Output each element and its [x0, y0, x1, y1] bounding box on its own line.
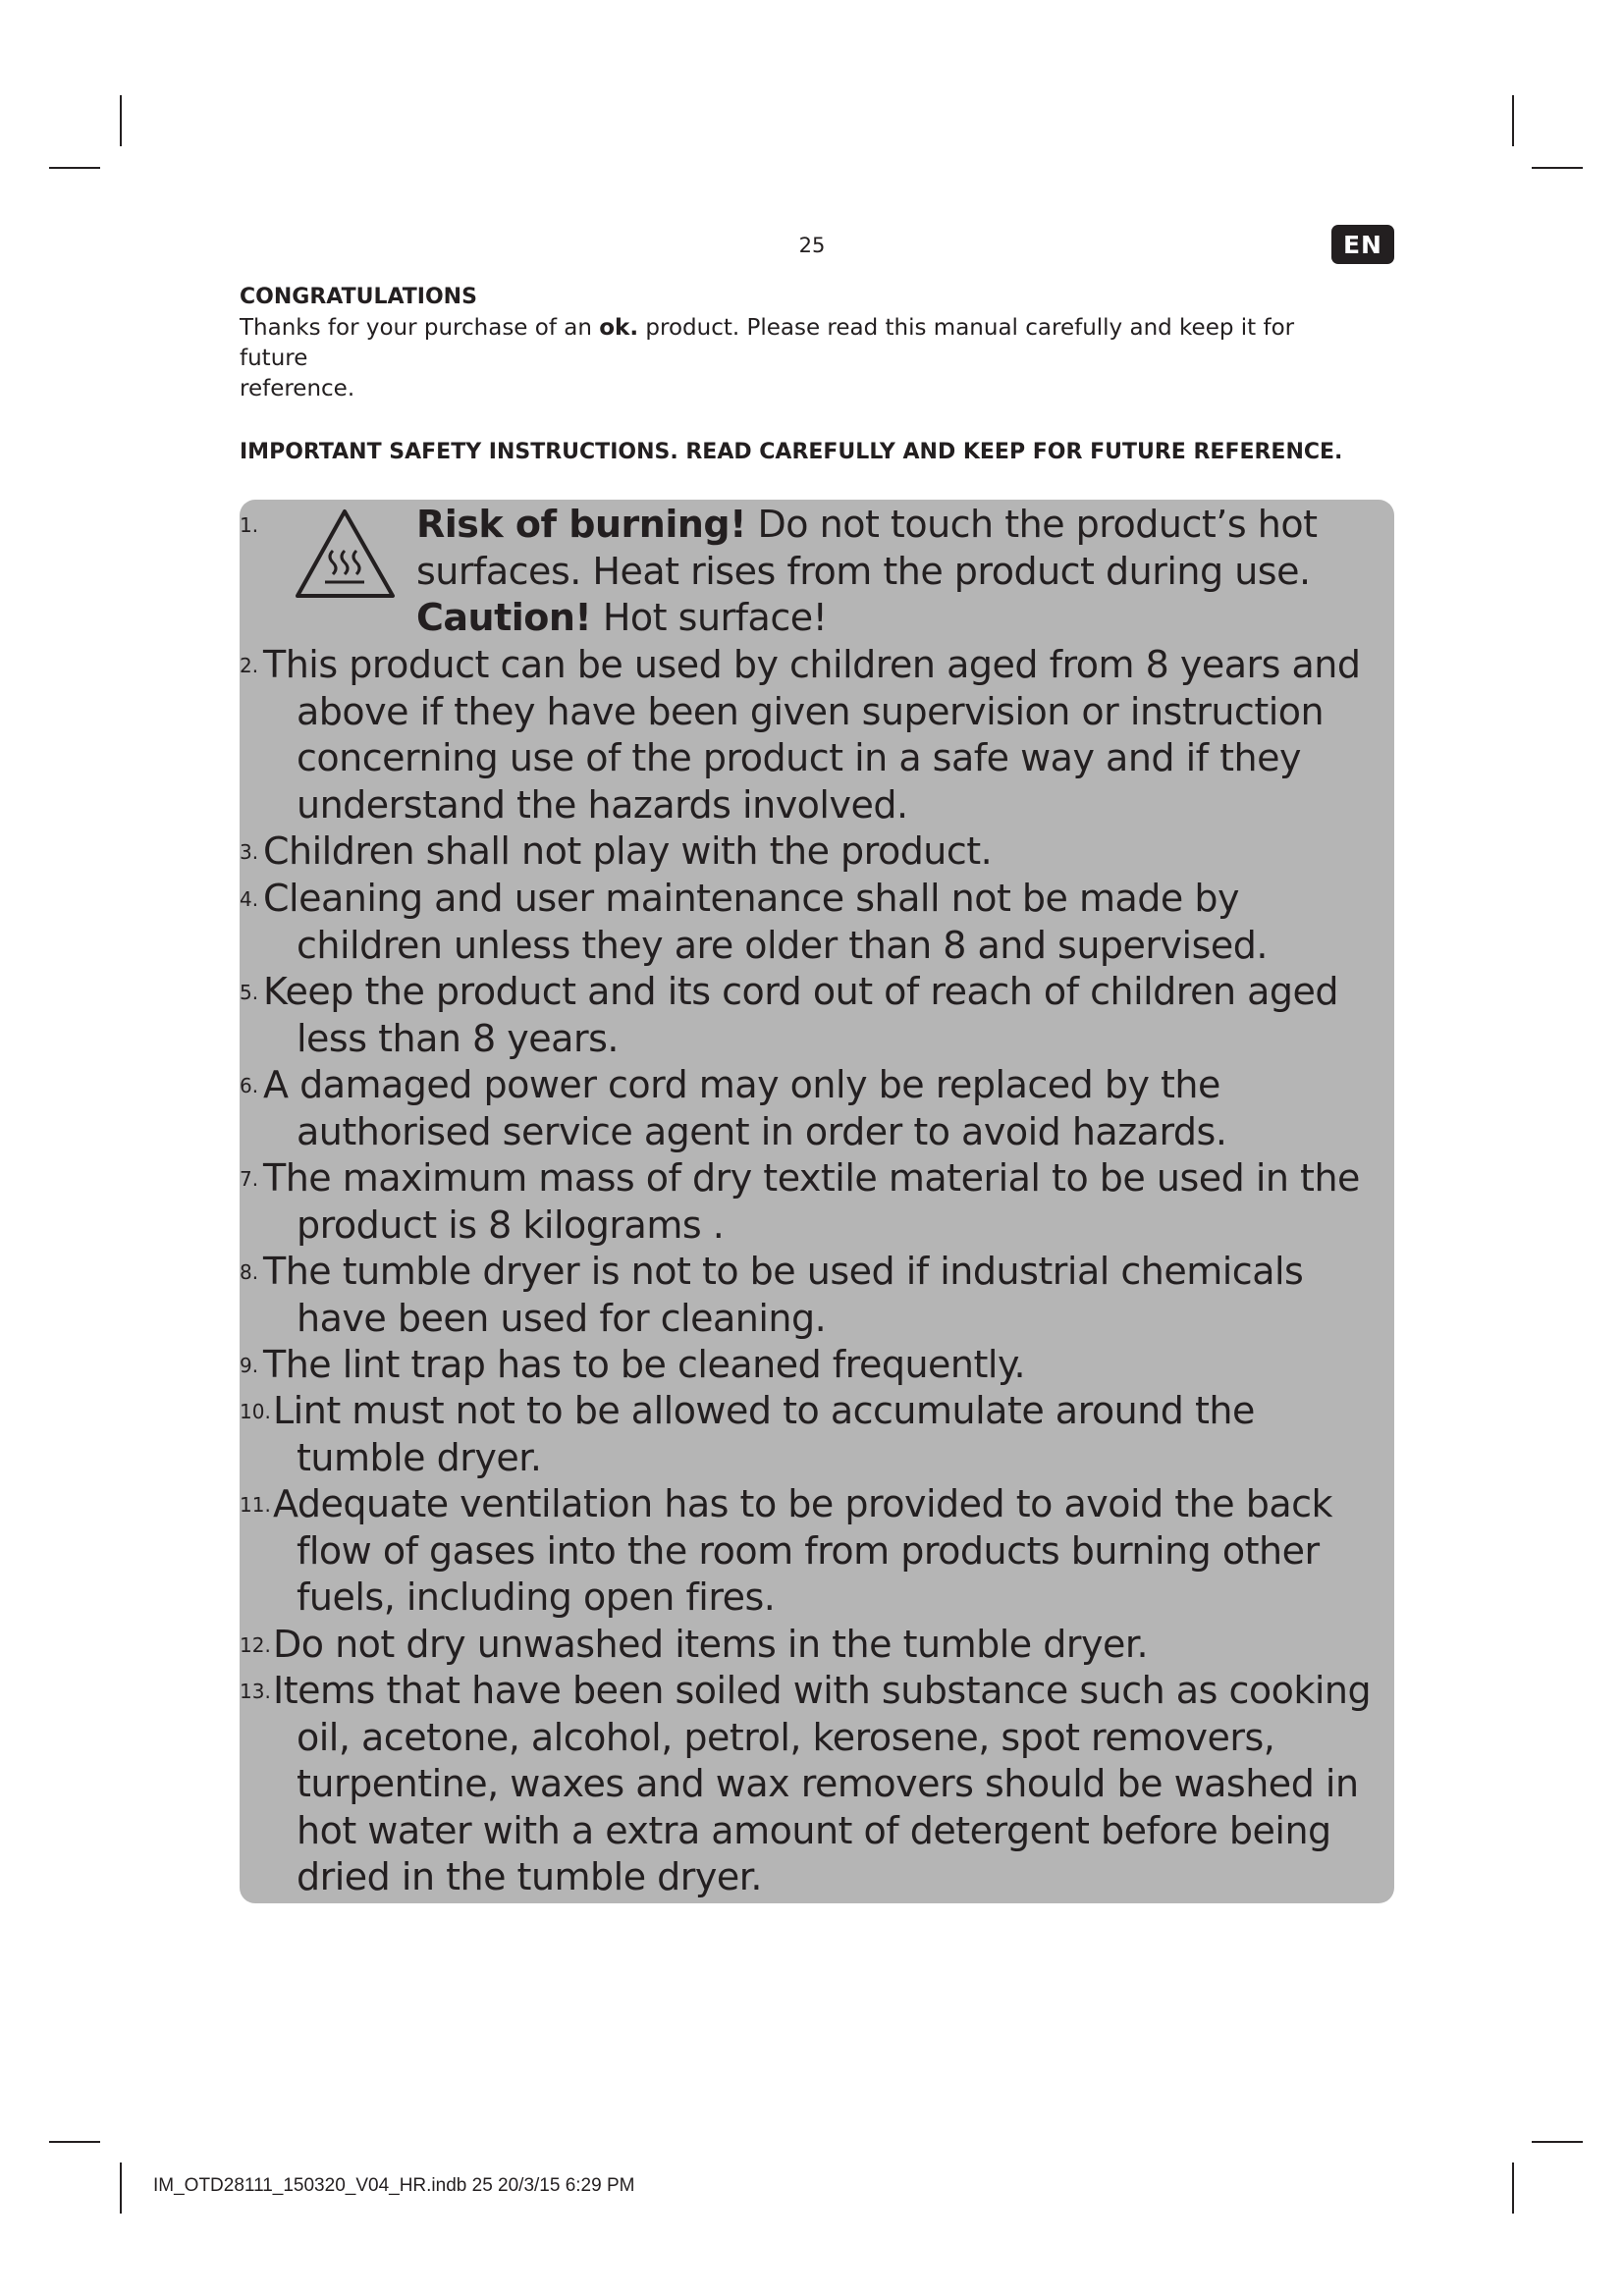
item-text: [273, 1481, 1378, 1622]
item-line: authorised service agent in order to avoid hazards.: [297, 1109, 1227, 1153]
risk-label: Risk of burning!: [416, 503, 746, 546]
caution-label: Caution!: [416, 596, 592, 639]
item-text: [263, 642, 1378, 828]
page-number: 25: [798, 234, 826, 257]
item-line: surfaces. Heat rises from the product during use.: [416, 549, 1311, 593]
safety-item-12: [240, 1622, 1394, 1669]
safety-item-6: [240, 1062, 1394, 1155]
item-number: 12.: [240, 1633, 271, 1657]
item-line: concerning use of the product in a safe way and if they: [297, 736, 1301, 779]
item-line: Children shall not play with the product.: [263, 829, 993, 873]
item-line: hot water with a extra amount of detergent before being: [297, 1808, 1331, 1852]
intro-title: CONGRATULATIONS: [240, 285, 477, 309]
intro-text-before: Thanks for your purchase of an: [240, 315, 600, 341]
crop-mark-bottom-left-vertical: [120, 2163, 122, 2214]
safety-item-10: [240, 1388, 1394, 1481]
safety-item-1: [240, 502, 1394, 642]
item-line: This product can be used by children aged from 8 years and: [263, 643, 1361, 686]
item-line: have been used for cleaning.: [297, 1296, 827, 1340]
safety-instructions-box: [240, 500, 1394, 1903]
item-line: oil, acetone, alcohol, petrol, kerosene, spot removers,: [297, 1715, 1275, 1759]
item-line: The maximum mass of dry textile material to be used in the: [263, 1156, 1360, 1200]
item-line: understand the hazards involved.: [297, 782, 908, 827]
item-line: product is 8 kilograms .: [297, 1202, 725, 1247]
item-line: Adequate ventilation has to be provided to avoid the back: [273, 1482, 1333, 1525]
item-line: children unless they are older than 8 and supervised.: [297, 923, 1268, 967]
intro-text-line2: reference.: [240, 376, 355, 401]
item-line: Lint must not to be allowed to accumulate around the: [273, 1389, 1255, 1432]
safety-item-3: [240, 828, 1394, 876]
item-number: 11.: [240, 1493, 271, 1517]
item-text: [263, 1062, 1378, 1155]
item-text: [416, 502, 1359, 642]
item-text: [273, 1388, 1378, 1481]
item-line: The lint trap has to be cleaned frequently.: [263, 1343, 1026, 1386]
risk-text: Do not touch the product’s hot: [745, 503, 1318, 546]
item-number: 6.: [240, 1074, 259, 1097]
item-text: [273, 1668, 1378, 1901]
item-text: [273, 1622, 1378, 1669]
crop-mark-bottom-left-horizontal: [49, 2141, 100, 2143]
crop-mark-top-left-horizontal: [49, 167, 100, 169]
item-line: tumble dryer.: [297, 1435, 542, 1479]
item-text: [263, 828, 1378, 876]
item-text: [263, 1155, 1378, 1249]
item-line: less than 8 years.: [297, 1016, 619, 1060]
safety-item-5: [240, 969, 1394, 1062]
item-line: The tumble dryer is not to be used if industrial chemicals: [263, 1250, 1304, 1293]
crop-mark-top-right-horizontal: [1532, 167, 1583, 169]
item-line: A damaged power cord may only be replaced by the: [263, 1063, 1220, 1106]
safety-item-9: [240, 1342, 1394, 1389]
item-number: 7.: [240, 1167, 259, 1191]
crop-mark-top-right-vertical: [1512, 95, 1514, 146]
item-number: 3.: [240, 840, 259, 864]
crop-mark-bottom-right-horizontal: [1532, 2141, 1583, 2143]
item-line: Cleaning and user maintenance shall not be made by: [263, 877, 1239, 920]
item-text: [263, 969, 1378, 1062]
safety-heading: IMPORTANT SAFETY INSTRUCTIONS. READ CAREFULLY AND KEEP FOR FUTURE REFERENCE.: [240, 440, 1343, 464]
hot-surface-warning-icon: [294, 507, 397, 601]
item-line: above if they have been given supervision or instruction: [297, 689, 1325, 733]
item-line: Do not dry unwashed items in the tumble dryer.: [273, 1623, 1149, 1666]
item-line: turpentine, waxes and wax removers should be washed in: [297, 1762, 1359, 1805]
item-number: 9.: [240, 1354, 259, 1377]
intro-text-after: product. Please read this manual carefully and keep it for future: [240, 315, 1295, 371]
intro-text: [240, 313, 1369, 404]
item-line: dried in the tumble dryer.: [297, 1855, 763, 1898]
language-badge: EN: [1331, 225, 1394, 264]
crop-mark-bottom-right-vertical: [1512, 2163, 1514, 2214]
item-number: 2.: [240, 654, 259, 677]
safety-item-2: [240, 642, 1394, 828]
item-text: [263, 1342, 1378, 1389]
safety-item-8: [240, 1249, 1394, 1342]
crop-mark-top-left-vertical: [120, 95, 122, 146]
item-text: [263, 876, 1378, 969]
item-number: 1.: [240, 513, 259, 537]
item-number: 13.: [240, 1680, 271, 1703]
safety-item-4: [240, 876, 1394, 969]
item-number: 4.: [240, 887, 259, 911]
item-line: Keep the product and its cord out of reach of children aged: [263, 970, 1339, 1013]
item-number: 10.: [240, 1400, 271, 1423]
intro-section: [240, 284, 1369, 404]
print-info-footer: IM_OTD28111_150320_V04_HR.indb 25 20/3/15 6:29 PM: [153, 2175, 635, 2196]
item-number: 8.: [240, 1260, 259, 1284]
item-line: flow of gases into the room from products burning other: [297, 1528, 1320, 1573]
safety-item-7: [240, 1155, 1394, 1249]
item-line: Items that have been soiled with substance such as cooking: [273, 1669, 1372, 1712]
item-number: 5.: [240, 981, 259, 1004]
safety-item-11: [240, 1481, 1394, 1622]
item-text: [263, 1249, 1378, 1342]
caution-text: Hot surface!: [591, 596, 828, 639]
item-line: fuels, including open fires.: [297, 1575, 776, 1619]
brand-name: ok.: [599, 315, 639, 341]
safety-item-13: [240, 1668, 1394, 1901]
